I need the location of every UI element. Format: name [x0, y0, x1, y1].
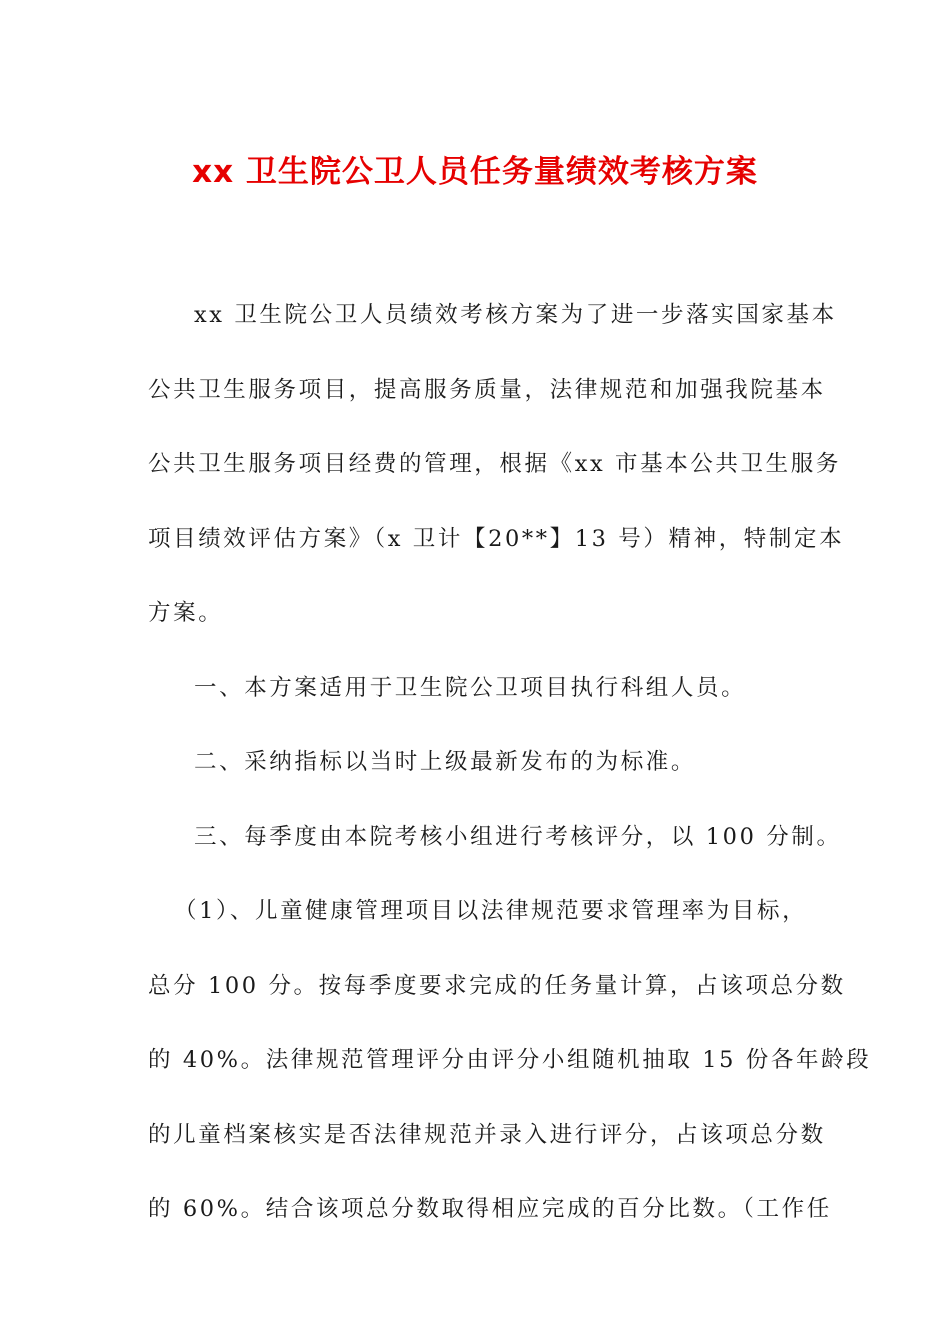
- paragraph-line: 的 60%。结合该项总分数取得相应完成的百分比数。（工作任: [148, 1196, 832, 1222]
- paragraph-line: 公共卫生服务项目经费的管理，根据《xx 市基本公共卫生服务: [148, 451, 841, 477]
- paragraph-line: 二、采纳指标以当时上级最新发布的为标准。: [194, 749, 697, 775]
- paragraph-line: （1）、儿童健康管理项目以法律规范要求管理率为目标，: [174, 898, 808, 924]
- paragraph-line: xx 卫生院公卫人员绩效考核方案为了进一步落实国家基本: [194, 302, 837, 328]
- paragraph-line: 公共卫生服务项目，提高服务质量，法律规范和加强我院基本: [148, 376, 826, 403]
- paragraph-line: 一、本方案适用于卫生院公卫项目执行科组人员。: [194, 674, 747, 701]
- paragraph-line: 项目绩效评估方案》（x 卫计【20**】13 号）精神，特制定本: [148, 525, 845, 552]
- paragraph-line: 方案。: [148, 600, 224, 626]
- paragraph-line: 三、每季度由本院考核小组进行考核评分，以 100 分制。: [194, 823, 842, 850]
- document-body: [148, 278, 872, 1247]
- document-title: xx 卫生院公卫人员任务量绩效考核方案: [192, 154, 758, 190]
- paragraph-line: 的 40%。法律规范管理评分由评分小组随机抽取 15 份各年龄段: [148, 1047, 872, 1073]
- paragraph-line: 的儿童档案核实是否法律规范并录入进行评分，占该项总分数: [148, 1121, 826, 1148]
- paragraph-line: 总分 100 分。按每季度要求完成的任务量计算，占该项总分数: [148, 972, 846, 999]
